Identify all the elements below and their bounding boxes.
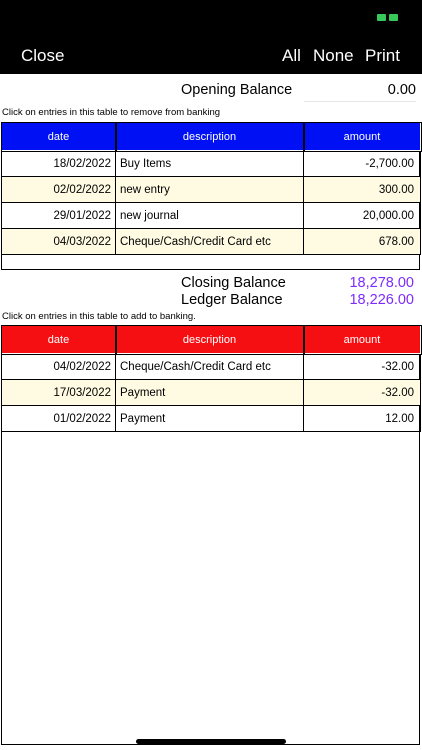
closing-balance-value: 18,278.00 (349, 275, 414, 291)
table-header-row (2, 326, 421, 354)
cell-date: 01/02/2022 (2, 406, 116, 432)
column-header-date: date (2, 326, 116, 354)
print-button[interactable]: Print (365, 46, 400, 65)
cell-amount: 300.00 (304, 177, 421, 203)
cell-amount: -32.00 (304, 380, 421, 406)
opening-balance-row (0, 80, 422, 102)
select-all-button[interactable]: All (282, 46, 301, 65)
cell-amount: -2,700.00 (304, 151, 421, 177)
cell-date: 02/02/2022 (2, 177, 116, 203)
remove-hint-text: Click on entries in this table to remove from banking (2, 107, 221, 118)
table-header-row (2, 123, 421, 151)
cell-amount: -32.00 (304, 354, 421, 380)
opening-balance-field[interactable]: 0.00 (304, 80, 416, 102)
cell-description: Payment (116, 380, 304, 406)
close-button[interactable]: Close (21, 46, 65, 65)
opening-balance-label: Opening Balance (181, 82, 293, 98)
cell-date: 29/01/2022 (2, 203, 116, 229)
table-row[interactable] (2, 380, 421, 406)
cell-description: new journal (116, 203, 304, 229)
cell-description: Cheque/Cash/Credit Card etc (116, 354, 304, 380)
closing-balance-label: Closing Balance (181, 275, 286, 291)
column-header-description: description (116, 326, 304, 354)
column-header-amount: amount (304, 326, 421, 354)
cell-amount: 678.00 (304, 229, 421, 255)
table-row[interactable] (2, 354, 421, 380)
cell-date: 04/03/2022 (2, 229, 116, 255)
unbanked-entries-table (1, 325, 421, 432)
column-header-amount: amount (304, 123, 421, 151)
home-indicator[interactable] (136, 739, 286, 744)
cell-amount: 20,000.00 (304, 203, 421, 229)
table-row[interactable] (2, 229, 421, 255)
ledger-balance-value: 18,226.00 (349, 292, 414, 308)
cell-date: 04/02/2022 (2, 354, 116, 380)
select-none-button[interactable]: None (313, 46, 354, 65)
table-row[interactable] (2, 203, 421, 229)
column-header-description: description (116, 123, 304, 151)
cell-description: new entry (116, 177, 304, 203)
add-hint-text: Click on entries in this table to add to banking. (2, 311, 196, 322)
banked-entries-table (1, 122, 421, 255)
cell-description: Buy Items (116, 151, 304, 177)
table-row[interactable] (2, 151, 421, 177)
cell-description: Cheque/Cash/Credit Card etc (116, 229, 304, 255)
table-row[interactable] (2, 406, 421, 432)
ledger-balance-label: Ledger Balance (181, 292, 283, 308)
cell-date: 18/02/2022 (2, 151, 116, 177)
column-header-date: date (2, 123, 116, 151)
table-row[interactable] (2, 177, 421, 203)
battery-icon (377, 14, 398, 21)
cell-date: 17/03/2022 (2, 380, 116, 406)
cell-amount: 12.00 (304, 406, 421, 432)
cell-description: Payment (116, 406, 304, 432)
top-toolbar (0, 0, 422, 74)
